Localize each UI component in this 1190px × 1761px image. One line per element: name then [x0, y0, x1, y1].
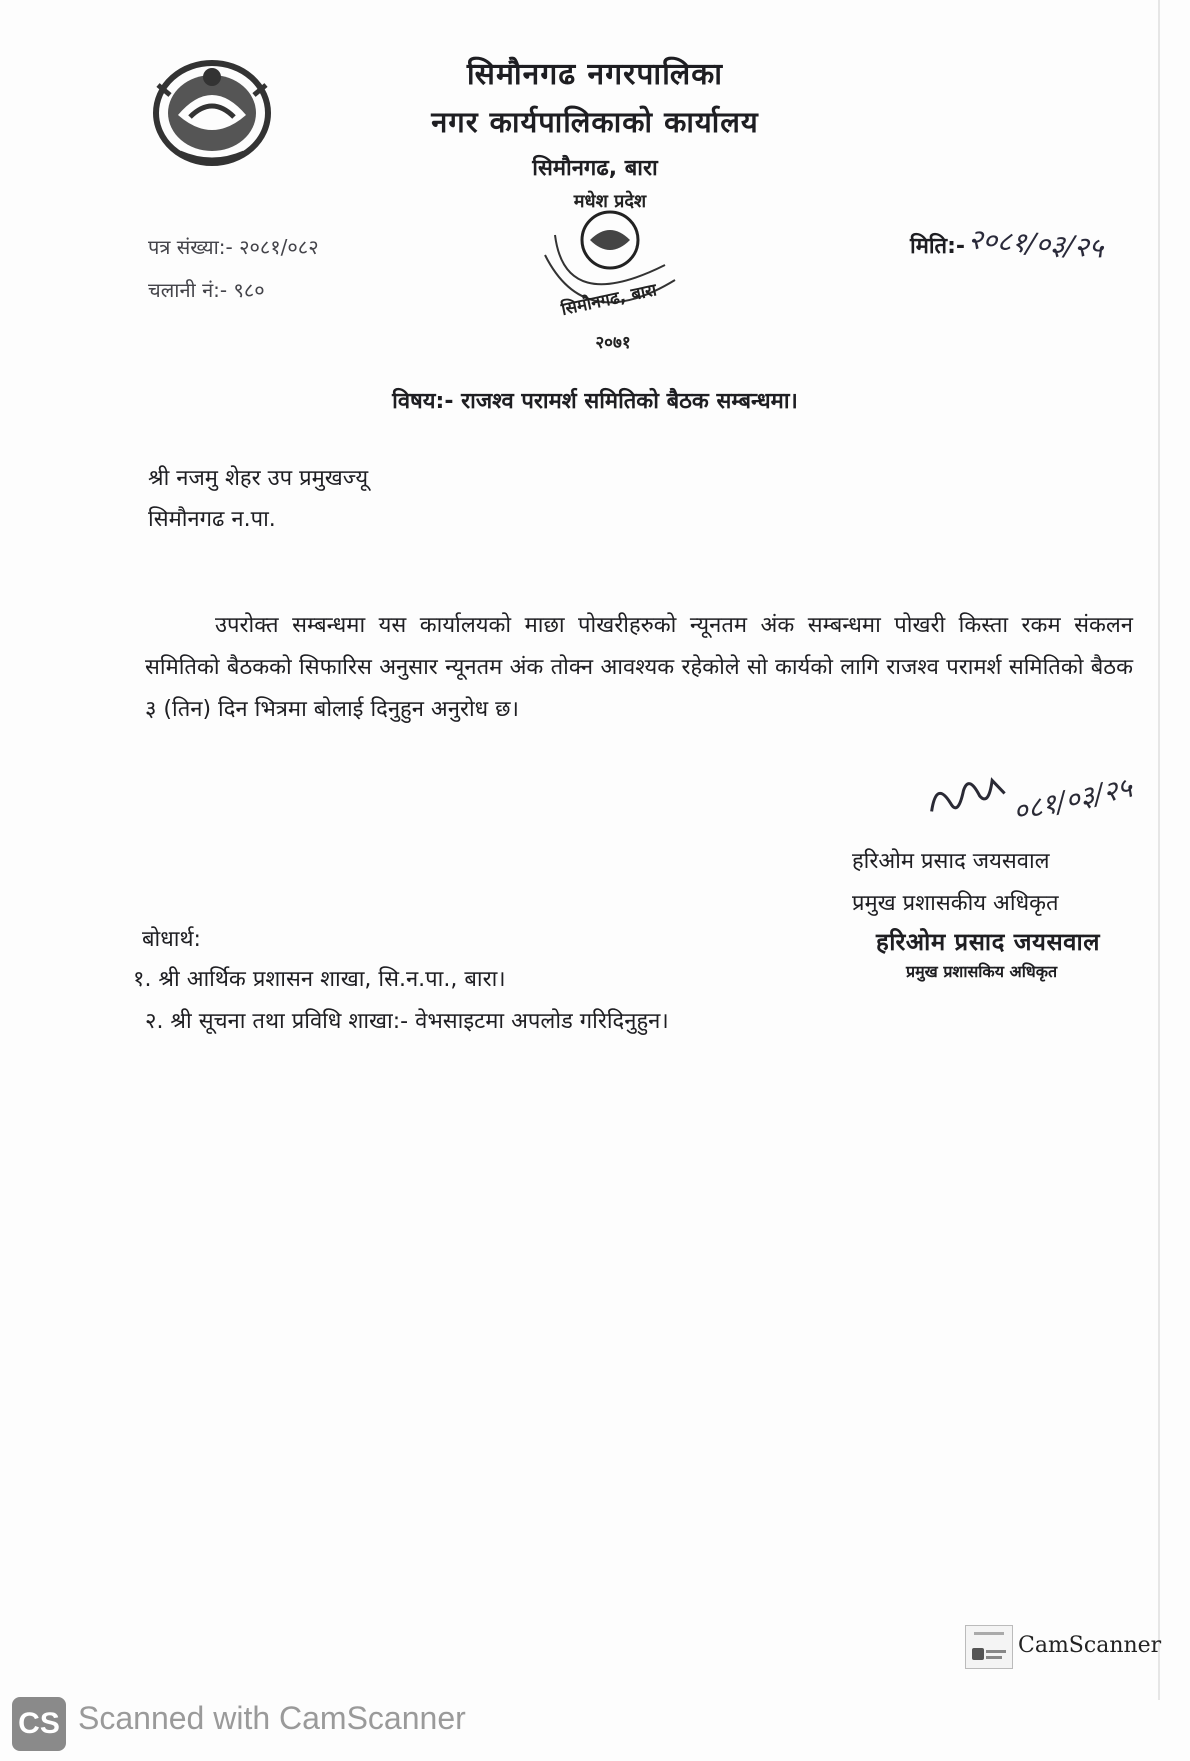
cc-item-1: १. श्री आर्थिक प्रशासन शाखा, सि.न.पा., बारा। — [133, 967, 506, 992]
signer-name: हरिओम प्रसाद जयसवाल — [852, 849, 1050, 874]
stamp-signer-title: प्रमुख प्रशासकिय अधिकृत — [906, 962, 1058, 981]
camscanner-logo-icon: CS — [12, 1697, 66, 1751]
dispatch-number: चलानी नं:- ९८० — [148, 278, 265, 302]
subject-line: विषय:- राजश्व परामर्श समितिको बैठक सम्बन्धमा। — [392, 389, 798, 414]
seal-year: २०७१ — [595, 333, 631, 353]
stamp-signer-name: हरिओम प्रसाद जयसवाल — [876, 928, 1101, 956]
recipient-place: सिमौनगढ न.पा. — [148, 507, 276, 532]
letter-body: उपरोक्त सम्बन्धमा यस कार्यालयको माछा पोखरीहरुको न्यूनतम अंक सम्बन्धमा पोखरी किस्ता रकम संकलन समितिको बैठकको सिफारिस अनुसार न्यूनतम अंक तोक्न आवश्यक रहेकोले सो कार्यको लागि राजश्व परामर्श समितिको बैठक ३ (तिन) दिन भित्रमा बोलाई दिनुहुन अनुरोध छ। — [145, 613, 1133, 722]
scanned-with-text: Scanned with CamScanner — [78, 1700, 466, 1736]
office-address: सिमौनगढ, बारा — [532, 156, 658, 181]
date-value: २०८१/०३/२५ — [966, 222, 1105, 265]
camscanner-badge-icon — [965, 1625, 1013, 1669]
handwritten-signature-icon — [921, 763, 1015, 835]
handwritten-sign-date: ०८१/०३/२५ — [1009, 770, 1136, 829]
letter-number: पत्र संख्या:- २०८१/०८२ — [148, 235, 319, 259]
municipality-name: सिमौनगढ नगरपालिका — [466, 57, 724, 92]
scan-edge-divider — [1158, 0, 1160, 1700]
seal-line2: सिमौनगढ, बारा — [559, 280, 659, 320]
recipient-name: श्री नजमु शेहर उप प्रमुखज्यू — [148, 466, 369, 491]
office-name: नगर कार्यपालिकाको कार्यालय — [431, 105, 759, 139]
cc-item-2: २. श्री सूचना तथा प्रविधि शाखा:- वेभसाइटमा अपलोड गरिदिनुहुन। — [145, 1009, 669, 1034]
camscanner-badge-text: CamScanner — [1018, 1633, 1162, 1658]
date-label: मिति:- — [910, 234, 966, 259]
signer-title: प्रमुख प्रशासकीय अधिकृत — [852, 891, 1059, 916]
seal-line1: मधेश प्रदेश — [573, 191, 647, 212]
office-seal — [525, 185, 695, 355]
cc-label: बोधार्थ: — [142, 927, 201, 952]
